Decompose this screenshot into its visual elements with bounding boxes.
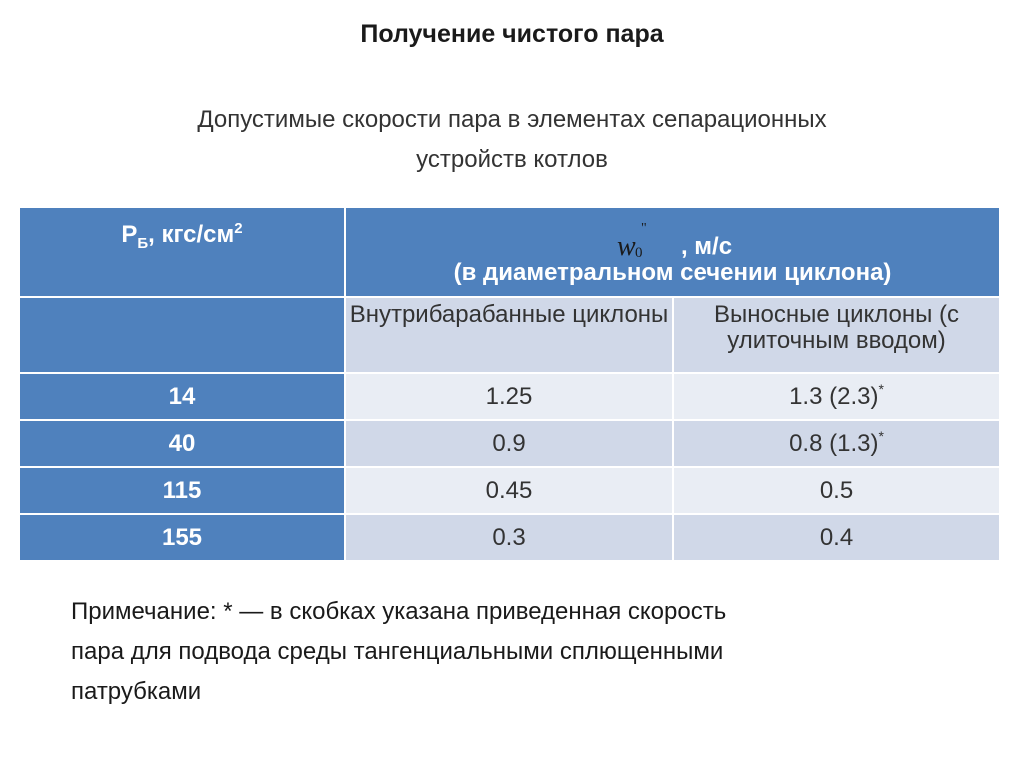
caption-line-1: Допустимые скорости пара в элементах сепарационных (197, 106, 827, 133)
pressure-cell: 14 (19, 373, 345, 420)
header-pressure-symbol: P (121, 221, 138, 248)
pressure-cell: 40 (19, 420, 345, 467)
inner-velocity-cell: 1.25 (345, 373, 673, 420)
outer-velocity-cell (673, 467, 1000, 514)
header-velocity (345, 207, 1000, 297)
footnote-mark: * (878, 427, 884, 444)
caption-line-2: устройств котлов (416, 146, 608, 173)
velocity-symbol-base: w (616, 231, 636, 262)
table-header-row (19, 207, 1000, 297)
header-pressure-subscript: Б (137, 234, 149, 252)
subheader-empty-cell (19, 297, 345, 373)
table-row (19, 514, 1000, 561)
velocity-header-note: (в диаметральном сечении циклона) (453, 259, 892, 286)
velocity-unit: , м/с (680, 233, 733, 260)
pressure-cell: 115 (19, 467, 345, 514)
header-pressure-unit-power: 2 (234, 220, 243, 237)
outer-velocity-value: 0.8 (1.3) (789, 429, 879, 457)
subheader-inner-cyclones: Внутрибарабанные циклоны (345, 297, 673, 373)
inner-velocity-cell: 0.45 (345, 467, 673, 514)
velocity-symbol-superscript: " (640, 221, 647, 236)
header-pressure-unit: , кгс/см (148, 221, 235, 248)
outer-velocity-cell (673, 373, 1000, 420)
slide-title: Получение чистого пара (360, 20, 664, 48)
footnote (71, 592, 971, 712)
outer-velocity-cell (673, 514, 1000, 561)
table-subheader-row (19, 297, 1000, 373)
table-caption (60, 100, 964, 180)
header-pressure (19, 207, 345, 297)
pressure-cell: 155 (19, 514, 345, 561)
subheader-outer-cyclones: Выносные циклоны (с улиточным вводом) (673, 297, 1000, 373)
outer-velocity-cell (673, 420, 1000, 467)
velocity-symbol-subscript: 0 (634, 245, 643, 261)
table-row (19, 467, 1000, 514)
table-row (19, 420, 1000, 467)
footnote-line-1: Примечание: * — в скобках указана приведенная скорость (71, 598, 727, 625)
table-row (19, 373, 1000, 420)
velocity-symbol (613, 221, 675, 269)
outer-velocity-value: 1.3 (2.3) (789, 382, 879, 410)
inner-velocity-cell: 0.9 (345, 420, 673, 467)
footnote-mark: * (878, 380, 884, 397)
footnote-line-2: пара для подвода среды тангенциальными сплющенными (71, 638, 724, 665)
inner-velocity-cell: 0.3 (345, 514, 673, 561)
outer-velocity-value: 0.5 (819, 476, 854, 504)
outer-velocity-value: 0.4 (819, 523, 854, 551)
steam-velocity-table (18, 206, 1001, 562)
footnote-line-3: патрубками (71, 678, 202, 705)
